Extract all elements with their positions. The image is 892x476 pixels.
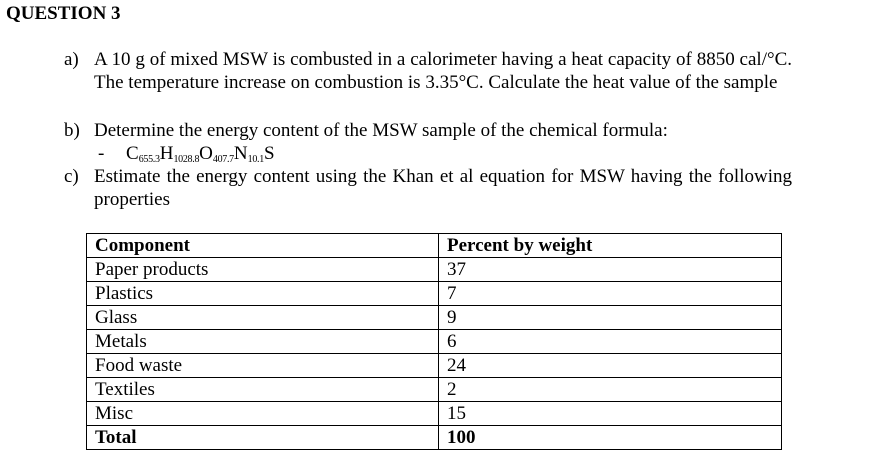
msw-composition-table	[86, 233, 782, 450]
header-component: Component	[87, 234, 439, 258]
question-a-text: A 10 g of mixed MSW is combusted in a calorimeter having a heat capacity of 8850 cal/°C. The temperature increase on combustion is 3.35°C. Calculate the heat value of the sample	[94, 49, 792, 93]
table-row	[87, 306, 782, 330]
total-label: Total	[87, 426, 439, 450]
row-component: Food waste	[87, 354, 439, 378]
formula-count-h: 1028.8	[173, 154, 200, 165]
formula-element-h: H	[159, 143, 174, 164]
question-c-label: c)	[64, 166, 79, 187]
row-percent: 9	[439, 306, 782, 330]
table-row	[87, 354, 782, 378]
row-percent: 6	[439, 330, 782, 354]
table-row	[87, 402, 782, 426]
total-value: 100	[439, 426, 782, 450]
question-b-text: Determine the energy content of the MSW sample of the chemical formula:	[94, 120, 668, 141]
row-percent: 2	[439, 378, 782, 402]
formula-element-s: S	[263, 143, 275, 164]
row-percent: 15	[439, 402, 782, 426]
row-component: Metals	[87, 330, 439, 354]
table-row	[87, 378, 782, 402]
row-component: Plastics	[87, 282, 439, 306]
formula-element-c: C	[126, 143, 139, 164]
question-c-text: Estimate the energy content using the Khan et al equation for MSW having the following properties	[94, 166, 792, 210]
table-row	[87, 330, 782, 354]
table-row	[87, 258, 782, 282]
row-component: Paper products	[87, 258, 439, 282]
header-percent: Percent by weight	[439, 234, 782, 258]
question-a-label: a)	[64, 49, 79, 70]
formula-element-o: O	[199, 143, 213, 164]
row-component: Misc	[87, 402, 439, 426]
row-component: Textiles	[87, 378, 439, 402]
formula-count-c: 655.3	[138, 154, 160, 165]
table-row	[87, 282, 782, 306]
formula-dash: -	[98, 143, 105, 164]
question-b-label: b)	[64, 120, 80, 141]
table-total-row	[87, 426, 782, 450]
row-percent: 37	[439, 258, 782, 282]
row-percent: 24	[439, 354, 782, 378]
formula-element-n: N	[233, 143, 248, 164]
row-percent: 7	[439, 282, 782, 306]
question-heading: QUESTION 3	[6, 3, 121, 24]
row-component: Glass	[87, 306, 439, 330]
formula-count-o: 407.7	[212, 154, 234, 165]
formula-count-n: 10.1	[247, 154, 264, 165]
table-header-row	[87, 234, 782, 258]
